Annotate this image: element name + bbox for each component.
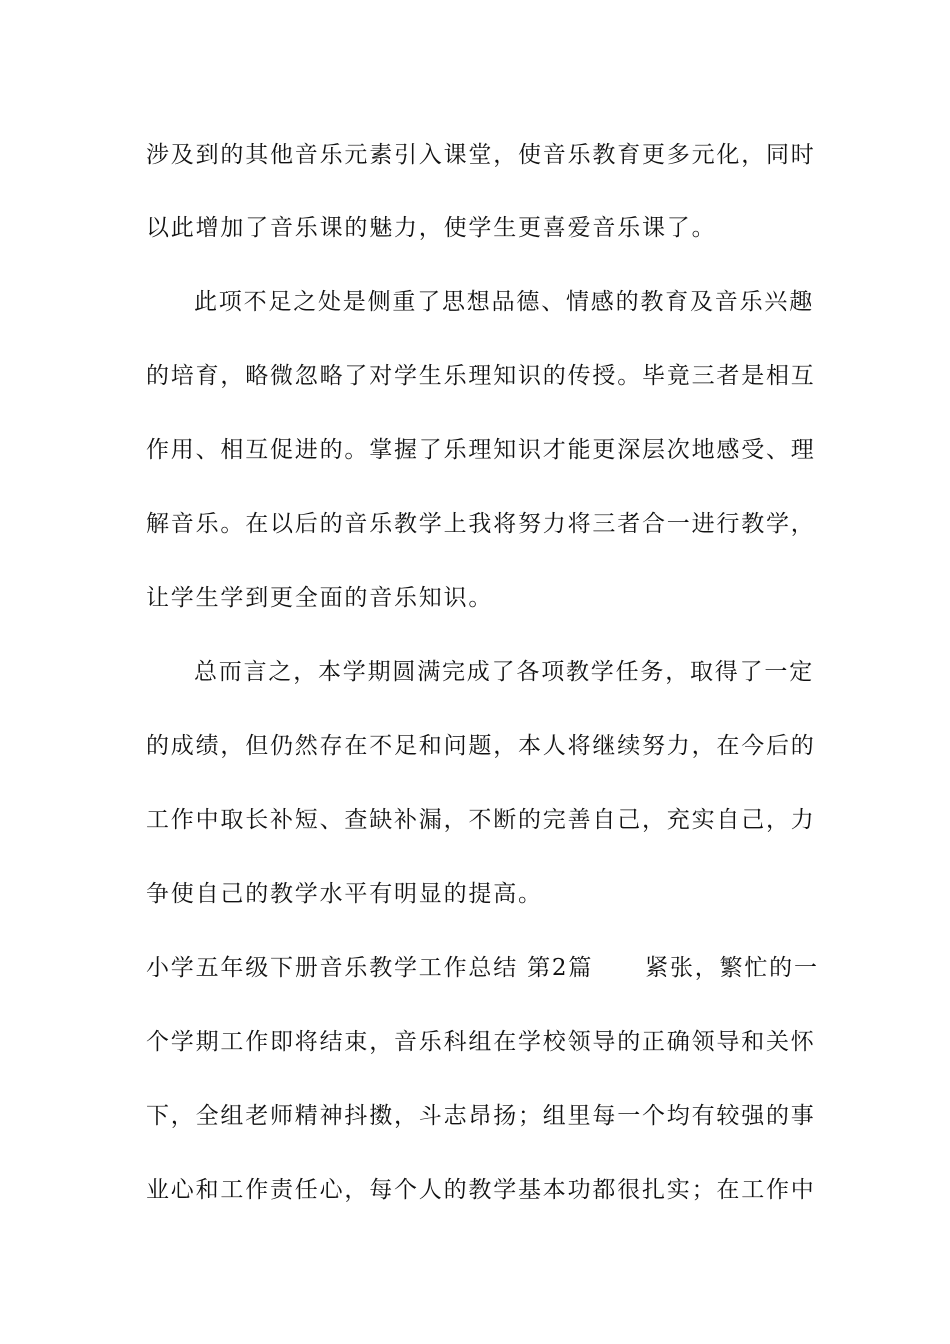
paragraph-line: 下，全组老师精神抖擞，斗志昂扬；组里每一个均有较强的事 (146, 1103, 816, 1129)
section-heading-line (146, 953, 819, 983)
section-heading-continuation: 紧张，繁忙的一 (645, 955, 819, 981)
paragraph-line: 涉及到的其他音乐元素引入课堂，使音乐教育更多元化，同时 (146, 142, 816, 168)
paragraph-line: 作用、相互促进的。掌握了乐理知识才能更深层次地感受、理 (146, 437, 816, 463)
paragraph-line: 以此增加了音乐课的魅力，使学生更喜爱音乐课了。 (146, 215, 717, 241)
paragraph-line: 总而言之，本学期圆满完成了各项教学任务，取得了一定 (194, 659, 814, 685)
paragraph-line: 争使自己的教学水平有明显的提高。 (146, 881, 543, 907)
paragraph-line: 的成绩，但仍然存在不足和问题，本人将继续努力，在今后的 (146, 733, 816, 759)
paragraph-line: 的培育，略微忽略了对学生乐理知识的传授。毕竟三者是相互 (146, 363, 816, 389)
paragraph-line: 工作中取长补短、查缺补漏，不断的完善自己，充实自己，力 (146, 807, 816, 833)
paragraph-line: 让学生学到更全面的音乐知识。 (146, 585, 494, 611)
paragraph-line: 解音乐。在以后的音乐教学上我将努力将三者合一进行教学， (146, 511, 816, 537)
section-heading-title: 小学五年级下册音乐教学工作总结 第2篇 (146, 955, 594, 981)
paragraph-line: 个学期工作即将结束，音乐科组在学校领导的正确领导和关怀 (146, 1029, 816, 1055)
paragraph-line: 此项不足之处是侧重了思想品德、情感的教育及音乐兴趣 (194, 289, 814, 315)
paragraph-line: 业心和工作责任心，每个人的教学基本功都很扎实；在工作中 (146, 1177, 816, 1203)
